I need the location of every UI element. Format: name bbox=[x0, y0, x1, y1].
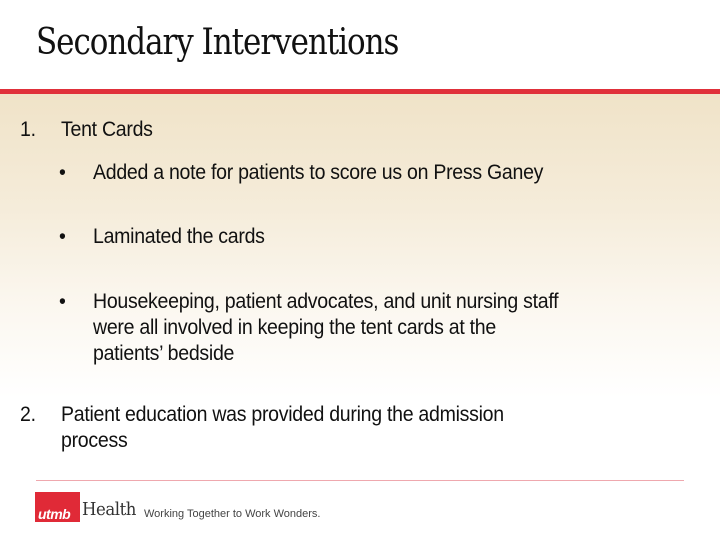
list-item-patient-education bbox=[61, 402, 504, 454]
bullet-icon: • bbox=[59, 161, 66, 184]
list-item-tent-cards: Tent Cards bbox=[61, 118, 153, 141]
bullet-line: patients’ bedside bbox=[93, 342, 235, 365]
bullet-line: Laminated the cards bbox=[93, 225, 265, 248]
bullet-icon: • bbox=[59, 290, 66, 313]
title-area bbox=[0, 0, 720, 90]
bullet-text-press-ganey bbox=[93, 160, 543, 186]
list-line: process bbox=[61, 429, 128, 452]
footer-tagline: Working Together to Work Wonders. bbox=[144, 508, 321, 520]
slide-title: Secondary Interventions bbox=[36, 22, 399, 63]
bullet-text-laminated bbox=[93, 224, 265, 250]
bullet-line: Housekeeping, patient advocates, and unit nursing staff bbox=[93, 290, 559, 313]
footer-divider bbox=[36, 480, 684, 481]
bullet-line: were all involved in keeping the tent cards at the bbox=[93, 316, 496, 339]
utmb-logo bbox=[35, 492, 80, 522]
logo-wordmark: Health bbox=[82, 499, 136, 520]
logo-mark: utmb bbox=[38, 506, 71, 522]
list-number-1: 1. bbox=[20, 118, 36, 141]
list-number-2: 2. bbox=[20, 403, 36, 426]
bullet-line: Added a note for patients to score us on Press Ganey bbox=[93, 161, 544, 184]
bullet-icon: • bbox=[59, 225, 66, 248]
list-line: Patient education was provided during the admission bbox=[61, 403, 504, 426]
bullet-text-housekeeping bbox=[93, 289, 558, 367]
